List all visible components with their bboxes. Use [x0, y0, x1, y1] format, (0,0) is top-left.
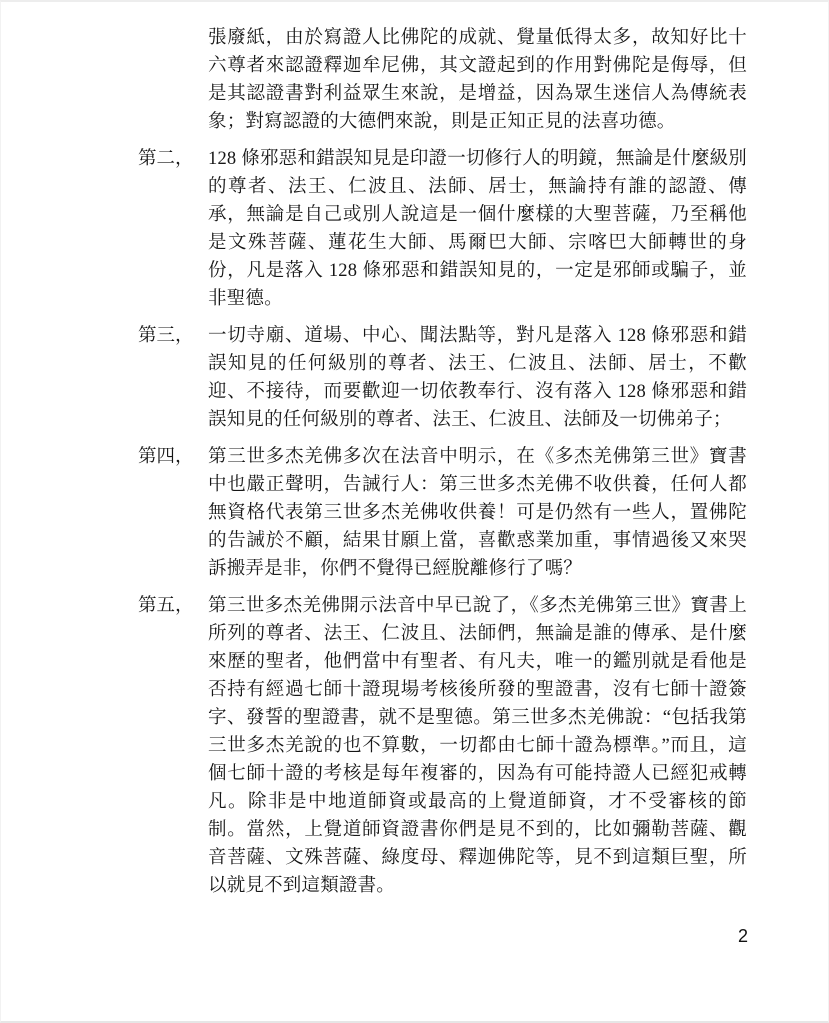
numbered-item-5: [138, 592, 748, 900]
item-label: 第五，: [138, 596, 194, 616]
item-label: 第四，: [138, 447, 194, 467]
item-text: 張廢紙，由於寫證人比佛陀的成就、覺量低得太多，故知好比十六尊者來認證釋迦牟尼佛，其文證起到的作用對佛陀是侮辱，但是其認證書對利益眾生來說，是增益，因為眾生迷信人為傳統表象；對寫認證的大德們來說，則是正知正見的法喜功德。: [208, 28, 747, 132]
item-label: 第二，: [138, 149, 194, 169]
numbered-item-4: [138, 443, 748, 583]
item-text: 128 條邪惡和錯誤知見是印證一切修行人的明鏡，無論是什麼級別的尊者、法王、仁波且、法師、居士，無論持有誰的認證、傳承，無論是自己或別人說這是一個什麼樣的大聖菩薩，乃至稱他是文殊菩薩、蓮花生大師、馬爾巴大師、宗喀巴大師轉世的身份，凡是落入 128 條邪惡和錯誤知見的，一定是邪師或騙子，並非聖德。: [208, 149, 747, 309]
numbered-item-3: [138, 322, 748, 434]
numbered-item-2: [138, 145, 748, 313]
paragraph-continuation: [138, 24, 748, 136]
item-text: 一切寺廟、道場、中心、聞法點等，對凡是落入 128 條邪惡和錯誤知見的任何級別的尊者、法王、仁波且、法師、居士，不歡迎、不接待，而要歡迎一切依教奉行、沒有落入 128 條邪惡和錯誤知見的任何級別的尊者、法王、仁波且、法師及一切佛弟子；: [208, 326, 747, 430]
item-text: 第三世多杰羌佛多次在法音中明示，在《多杰羌佛第三世》寶書中也嚴正聲明，告誡行人：第三世多杰羌佛不收供養，任何人都無資格代表第三世多杰羌佛收供養！可是仍然有一些人，置佛陀的告誡於不顧，結果甘願上當，喜歡惑業加重，事情過後又來哭訴搬弄是非，你們不覺得已經脫離修行了嗎？: [208, 447, 747, 579]
item-text: 第三世多杰羌佛開示法音中早已說了，《多杰羌佛第三世》寶書上所列的尊者、法王、仁波且、法師們，無論是誰的傳承、是什麼來歷的聖者，他們當中有聖者、有凡夫，唯一的鑑別就是看他是否持有經過七師十證現場考核後所發的聖證書，沒有七師十證簽字、發誓的聖證書，就不是聖德。第三世多杰羌佛說：“包括我第三世多杰羌說的也不算數，一切都由七師十證為標準。”而且，這個七師十證的考核是每年複審的，因為有可能持證人已經犯戒轉凡。除非是中地道師資或最高的上覺道師資，才不受審核的節制。當然，上覺道師資證書你們是見不到的，比如彌勒菩薩、觀音菩薩、文殊菩薩、綠度母、釋迦佛陀等，見不到這類巨聖，所以就見不到這類證書。: [208, 596, 747, 896]
document-body: [138, 24, 748, 909]
item-label: 第三，: [138, 326, 194, 346]
page-number: 2: [738, 926, 749, 946]
